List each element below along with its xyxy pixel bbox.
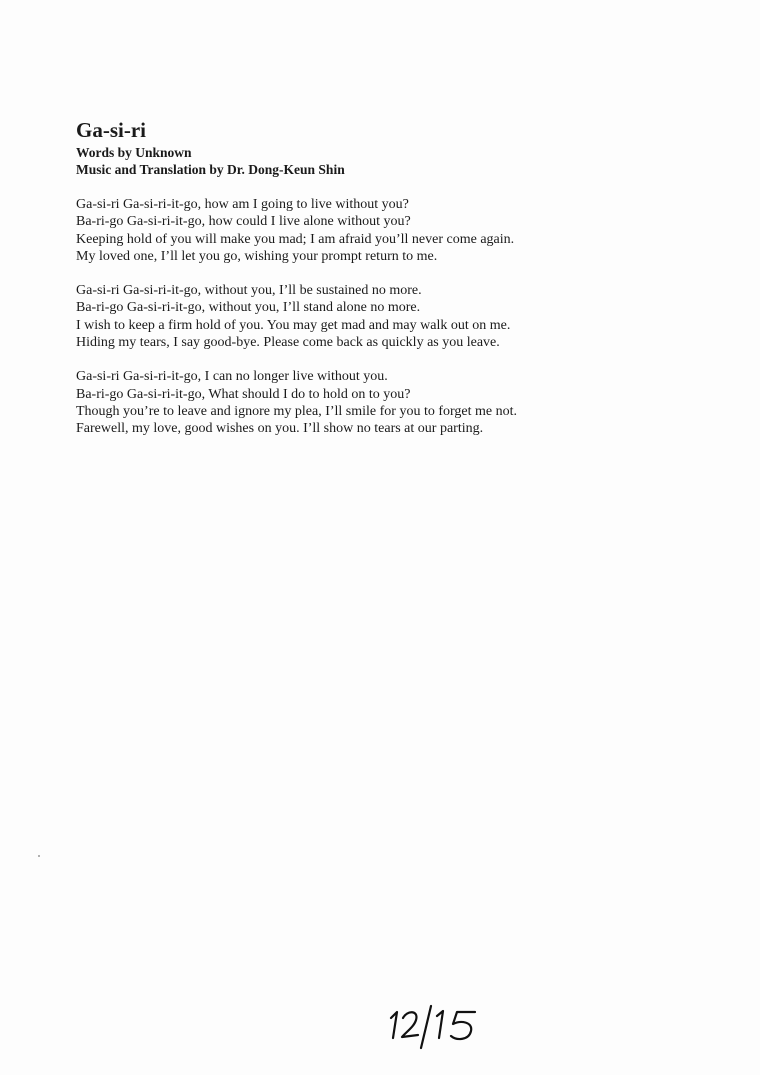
lyric-line: Ba-ri-go Ga-si-ri-it-go, without you, I’ll stand alone no more. [76, 300, 421, 316]
lyric-line: My loved one, I’ll let you go, wishing your prompt return to me. [76, 248, 438, 264]
lyric-line: Ga-si-ri Ga-si-ri-it-go, how am I going to live without you? [76, 197, 409, 212]
lyric-line: Farewell, my love, good wishes on you. I’ll show no tears at our parting. [76, 421, 484, 437]
lyric-line: Ga-si-ri Ga-si-ri-it-go, I can no longer live without you. [76, 369, 388, 385]
lyricist-credit: Words by Unknown [76, 145, 192, 160]
song-title: Ga-si-ri [76, 118, 146, 142]
lyric-line: Ba-ri-go Ga-si-ri-it-go, how could I live alone without you? [76, 214, 411, 230]
stanza-1 [76, 196, 716, 265]
lyric-line: Hiding my tears, I say good-bye. Please come back as quickly as you leave. [76, 335, 500, 351]
stanza-3 [76, 368, 716, 437]
scan-speck [38, 855, 40, 857]
lyric-line: Ba-ri-go Ga-si-ri-it-go, What should I do to hold on to you? [76, 386, 411, 402]
song-credits [76, 144, 345, 178]
lyrics [76, 196, 716, 455]
lyric-line: I wish to keep a firm hold of you. You may get mad and may walk out on me. [76, 317, 511, 333]
lyric-line: Ga-si-ri Ga-si-ri-it-go, without you, I’ll be sustained no more. [76, 283, 422, 299]
handwritten-page-number [385, 1000, 495, 1050]
lyric-line: Keeping hold of you will make you mad; I am afraid you’ll never come again. [76, 231, 515, 247]
stanza-2 [76, 282, 716, 351]
composer-translator-credit: Music and Translation by Dr. Dong-Keun Shin [76, 162, 345, 177]
lyric-line: Though you’re to leave and ignore my plea, I’ll smile for you to forget me not. [76, 403, 518, 419]
